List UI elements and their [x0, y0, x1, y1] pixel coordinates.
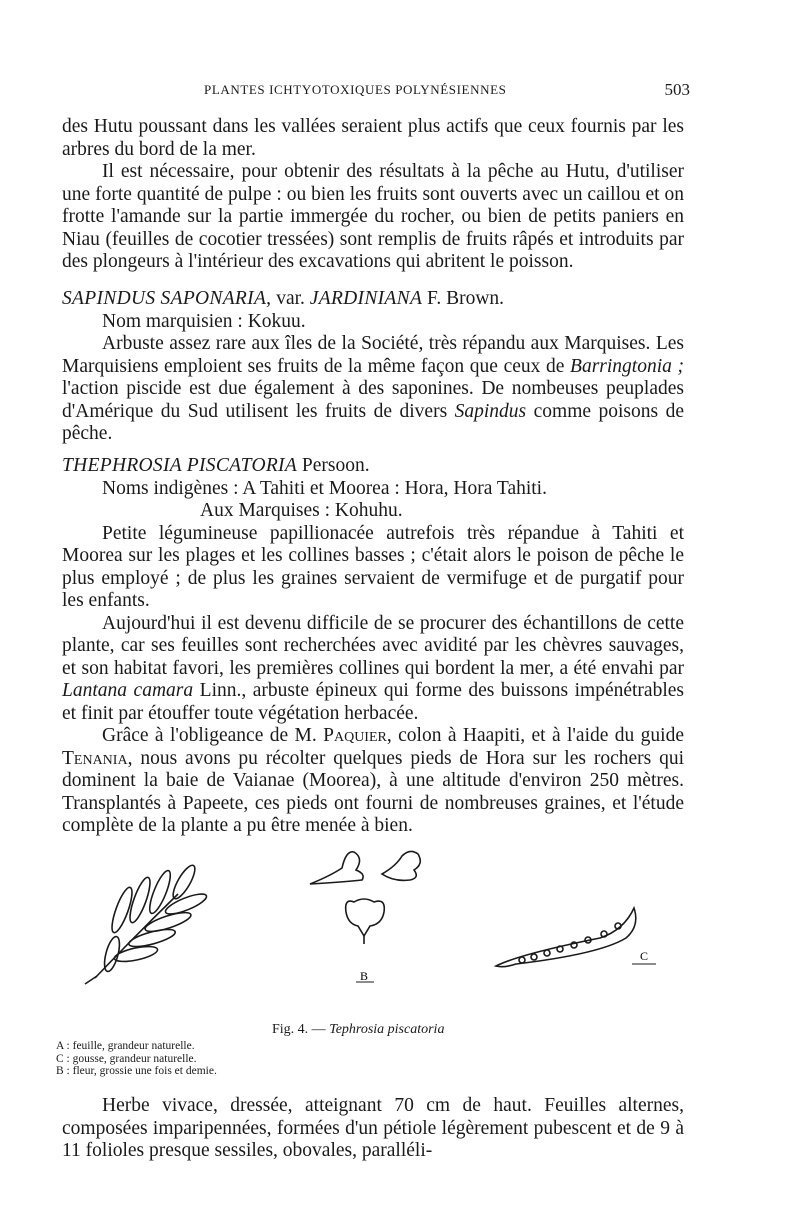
tenania-name: Tenania	[62, 747, 128, 769]
tephrosia-paragraph-3	[62, 725, 684, 838]
tephrosia-section	[62, 455, 684, 838]
tephrosia-p2-text-2: Linn., arbuste épineux qui forme des buissons impénétrables et finit par étouffer toute végétation herbacée.	[62, 680, 684, 724]
sapindus-author: F. Brown.	[422, 288, 505, 309]
legend-item-b: B : fleur, grossie une fois et demie.	[56, 1065, 217, 1077]
figure-drawings	[0, 836, 800, 1026]
sapindus-heading	[62, 288, 684, 311]
running-title: PLANTES ICHTYOTOXIQUES POLYNÉSIENNES	[204, 82, 507, 97]
tephrosia-heading	[62, 455, 684, 478]
tephrosia-p2-text-1: Aujourd'hui il est devenu difficile de se procurer des échantillons de cette plante, car ses feuilles sont recherchées avec avidité par les chèvres sauvages, et son habitat favori, les premières collines qui bordent la mer, a été envahi par	[62, 612, 684, 679]
figure-caption	[272, 1022, 444, 1038]
sapindus-term: Sapindus	[454, 400, 527, 422]
sapindus-text-3: comme poisons de pêche.	[62, 400, 684, 444]
lantana-term: Lantana camara	[62, 680, 194, 701]
tephrosia-marquesas-name: Aux Marquises : Kohuhu.	[200, 500, 403, 521]
sapindus-var: var.	[271, 288, 310, 309]
hutu-section	[62, 116, 684, 274]
tephrosia-p3-text-3: , nous avons pu récolter quelques pieds de Hora sur les rochers qui dominent la baie de Vaianae (Moorea), à une altitude d'environ 250 mètres. Transplantés à Papeete, ces pieds ont fourni de nombreuses graines, et l'étude complète de la plante a pu être menée à bien.	[62, 747, 684, 836]
figure-4	[0, 836, 800, 1026]
figure-label-c: C	[640, 949, 649, 963]
paquier-name: Paquier	[323, 725, 387, 746]
hutu-paragraph-1: des Hutu poussant dans les vallées seraient plus actifs que ceux fournis par les arbres du bord de la mer.	[62, 116, 684, 160]
tephrosia-indigenous-names: Noms indigènes : A Tahiti et Moorea : Hora, Hora Tahiti.	[102, 477, 547, 499]
tephrosia-paragraph-2	[62, 613, 684, 726]
page-header	[62, 80, 690, 102]
description-paragraph: Herbe vivace, dressée, atteignant 70 cm de haut. Feuilles alternes, composées imparipennées, formées d'un pétiole légèrement pubescent et de 9 à 11 folioles presque sessiles, obovales, paralléli-	[62, 1095, 684, 1161]
sapindus-text-2: l'action piscide est due également à des saponines. De nombeuses peuplades d'Amérique du Sud utilisent les fruits de divers	[62, 378, 684, 422]
caption-species: Tephrosia piscatoria	[329, 1022, 445, 1037]
figure-label-b: B	[360, 969, 369, 983]
tephrosia-name: THEPHROSIA PISCATORIA	[62, 455, 298, 476]
hutu-paragraph-2: Il est nécessaire, pour obtenir des résultats à la pêche au Hutu, d'utiliser une forte quantité de pulpe : ou bien les fruits sont ouverts avec un caillou et on frotte l'amande sur la partie immergée du rocher, ou bien de petits paniers en Niau (feuilles de cocotier tressées) sont remplis de fruits râpés et introduits par des plongeurs à l'intérieur des excavations qui abritent le poisson.	[62, 161, 684, 272]
tephrosia-p3-text-2: , colon à Haapiti, et à l'aide du guide	[386, 725, 684, 746]
flower-drawings	[310, 851, 420, 944]
legend-item-c: C : gousse, grandeur naturelle.	[56, 1052, 197, 1065]
sapindus-section	[62, 288, 684, 446]
tephrosia-paragraph-1: Petite légumineuse papillionacée autrefois très répandue à Tahiti et Moorea sur les plages et les collines basses ; c'était alors le poison de pêche le plus employé ; de plus les graines servaient de vermifuge et de purgatif pour les enfants.	[62, 522, 684, 611]
sapindus-variety: JARDINIANA	[309, 288, 423, 309]
figure-legend	[56, 1040, 217, 1078]
caption-prefix: Fig. 4. —	[272, 1022, 330, 1037]
tephrosia-p3-text-1: Grâce à l'obligeance de M.	[102, 725, 324, 746]
sapindus-local-name: Nom marquisien : Kokuu.	[102, 310, 306, 332]
page-number: 503	[664, 80, 690, 99]
sapindus-text-1: Arbuste assez rare aux îles de la Société, très répandu aux Marquises. Les Marquisiens emploient ses fruits de la même façon que ceux de	[62, 333, 684, 377]
sapindus-description	[62, 333, 684, 446]
tephrosia-author: Persoon.	[297, 455, 370, 476]
leaf-drawing	[85, 863, 209, 984]
pod-drawing	[496, 908, 636, 967]
legend-item-a: A : feuille, grandeur naturelle.	[56, 1040, 195, 1052]
sapindus-name: SAPINDUS SAPONARIA,	[62, 288, 272, 309]
barringtonia-term: Barringtonia ;	[570, 355, 684, 377]
description-section	[62, 1095, 684, 1163]
